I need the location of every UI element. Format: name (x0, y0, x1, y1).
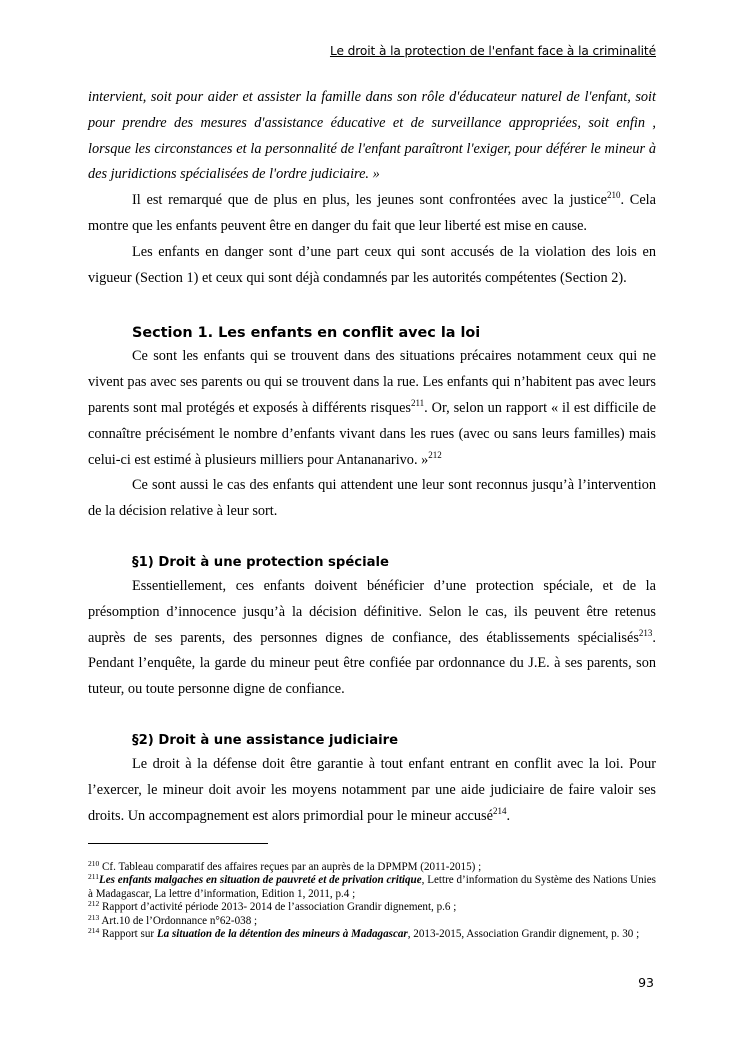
body-text (88, 85, 656, 829)
footnote-214 (88, 928, 656, 941)
paragraph-text: Le droit à la défense doit être garantie à tout enfant entrant en conflit avec la loi. Pour l’exercer, le mineur doit avoir les moyens notamment par une aide judiciaire de faire valoir ses droits. Un accompagnement est alors primordial pour le mineur accusé (88, 755, 656, 824)
footnote-title: Les enfants malgaches en situation de pauvreté et de privation critique (98, 874, 422, 887)
footnote-number: 210 (88, 859, 100, 868)
footnote-text: Cf. Tableau comparatif des affaires reçues par an auprès de la DPMPM (2011-2015) ; (99, 861, 482, 873)
footnote-ref-211[interactable]: 211 (411, 397, 425, 408)
paragraph-text: . Cela montre que les enfants peuvent être en danger du fait que leur liberté est mise en cause. (88, 192, 656, 234)
spacer (88, 703, 656, 730)
paragraph-text: . Or, selon un rapport « il est difficile de connaître précisément le nombre d’enfants vivant dans les rues (avec ou sans leurs familles) mais celui-ci est estimé à plusieurs milliers pour Antananarivo. » (88, 399, 656, 468)
spacer (88, 291, 656, 310)
footnote-ref-210[interactable]: 210 (606, 190, 621, 201)
subsection-1-heading: §1) Droit à une protection spéciale (132, 554, 389, 570)
footnote-text: , Lettre d’information du Système des Nations Unies à Madagascar, La lettre d’information, Edition 1, 2011, p.4 ; (88, 874, 656, 900)
paragraph-text: Essentiellement, ces enfants doivent bénéficier d’une protection spéciale, et de la présomption d’innocence jusqu’à la décision définitive. Selon le cas, ils peuvent être retenus auprès de ses parents, des personnes dignes de confiance, des établissements spécialisés (88, 577, 656, 646)
footnote-213 (88, 912, 656, 928)
paragraph-danger: Les enfants en danger sont d’une part ceux qui sont accusés de la violation des lois en vigueur (Section 1) et ceux qui sont déjà condamnés par les autorités compétentes (Section 2). (88, 243, 656, 286)
footnotes (88, 861, 656, 941)
footnote-text: Rapport d’activité période 2013- 2014 de l’association Grandir dignement, p.6 ; (99, 901, 457, 914)
paragraph-assistance (88, 752, 656, 829)
footnote-separator (88, 843, 268, 844)
section-1-heading: Section 1. Les enfants en conflit avec la loi (132, 325, 481, 342)
footnote-212 (88, 901, 656, 914)
paragraph-text: . (506, 807, 511, 824)
paragraph-waiting: Ce sont aussi le cas des enfants qui attendent une leur sont reconnus jusqu’à l’intervention de la décision relative à leur sort. (88, 477, 656, 520)
footnote-number: 211 (88, 872, 99, 882)
paragraph-protection (88, 574, 656, 703)
footnote-text: Art.10 de l’Ordonnance n°62-038 ; (99, 914, 258, 927)
footnote-text: Rapport sur (99, 928, 157, 941)
running-header: Le droit à la protection de l'enfant face à la criminalité (329, 44, 656, 58)
paragraph-text: Il est remarqué que de plus en plus, les jeunes sont confrontées avec la justice (132, 192, 607, 209)
subsection-2-heading: §2) Droit à une assistance judiciaire (132, 732, 399, 748)
paragraph-precarious (88, 344, 656, 473)
footnote-ref-212[interactable]: 212 (428, 449, 442, 460)
footnote-ref-214[interactable]: 214 (492, 805, 507, 816)
footnote-210 (88, 861, 656, 874)
footnote-number: 212 (88, 899, 100, 909)
footnote-211 (88, 874, 656, 901)
page-number: 93 (638, 975, 654, 990)
footnote-number: 213 (88, 912, 100, 922)
paragraph-justice (88, 188, 656, 240)
footnote-ref-213[interactable]: 213 (638, 627, 653, 638)
spacer (88, 525, 656, 552)
paragraph-text: Ce sont les enfants qui se trouvent dans des situations précaires notamment ceux qui ne vivent pas avec ses parents ou qui se trouvent dans la rue. Les enfants qui n’habitent pas avec leurs parents sont mal protégés et exposés à différents risques (88, 348, 656, 416)
paragraph-text: . Pendant l’enquête, la garde du mineur peut être confiée par ordonnance du J.E. à ses parents, son tuteur, ou toute personne digne de confiance. (88, 629, 656, 698)
footnote-title: La situation de la détention des mineurs à Madagascar (156, 928, 408, 941)
quote-paragraph: intervient, soit pour aider et assister la famille dans son rôle d'éducateur naturel de l'enfant, soit pour prendre des mesures d'assistance éducative et de surveillance appropriées, soit enfin , lorsque les circonstances et la personnalité de l'enfant paraîtront l'exiger, pour déférer le mineur à des juridictions spécialisées de l'ordre judiciaire. » (88, 89, 656, 183)
footnote-text: , 2013-2015, Association Grandir dignement, p. 30 ; (407, 928, 640, 941)
footnote-number: 214 (88, 926, 100, 936)
